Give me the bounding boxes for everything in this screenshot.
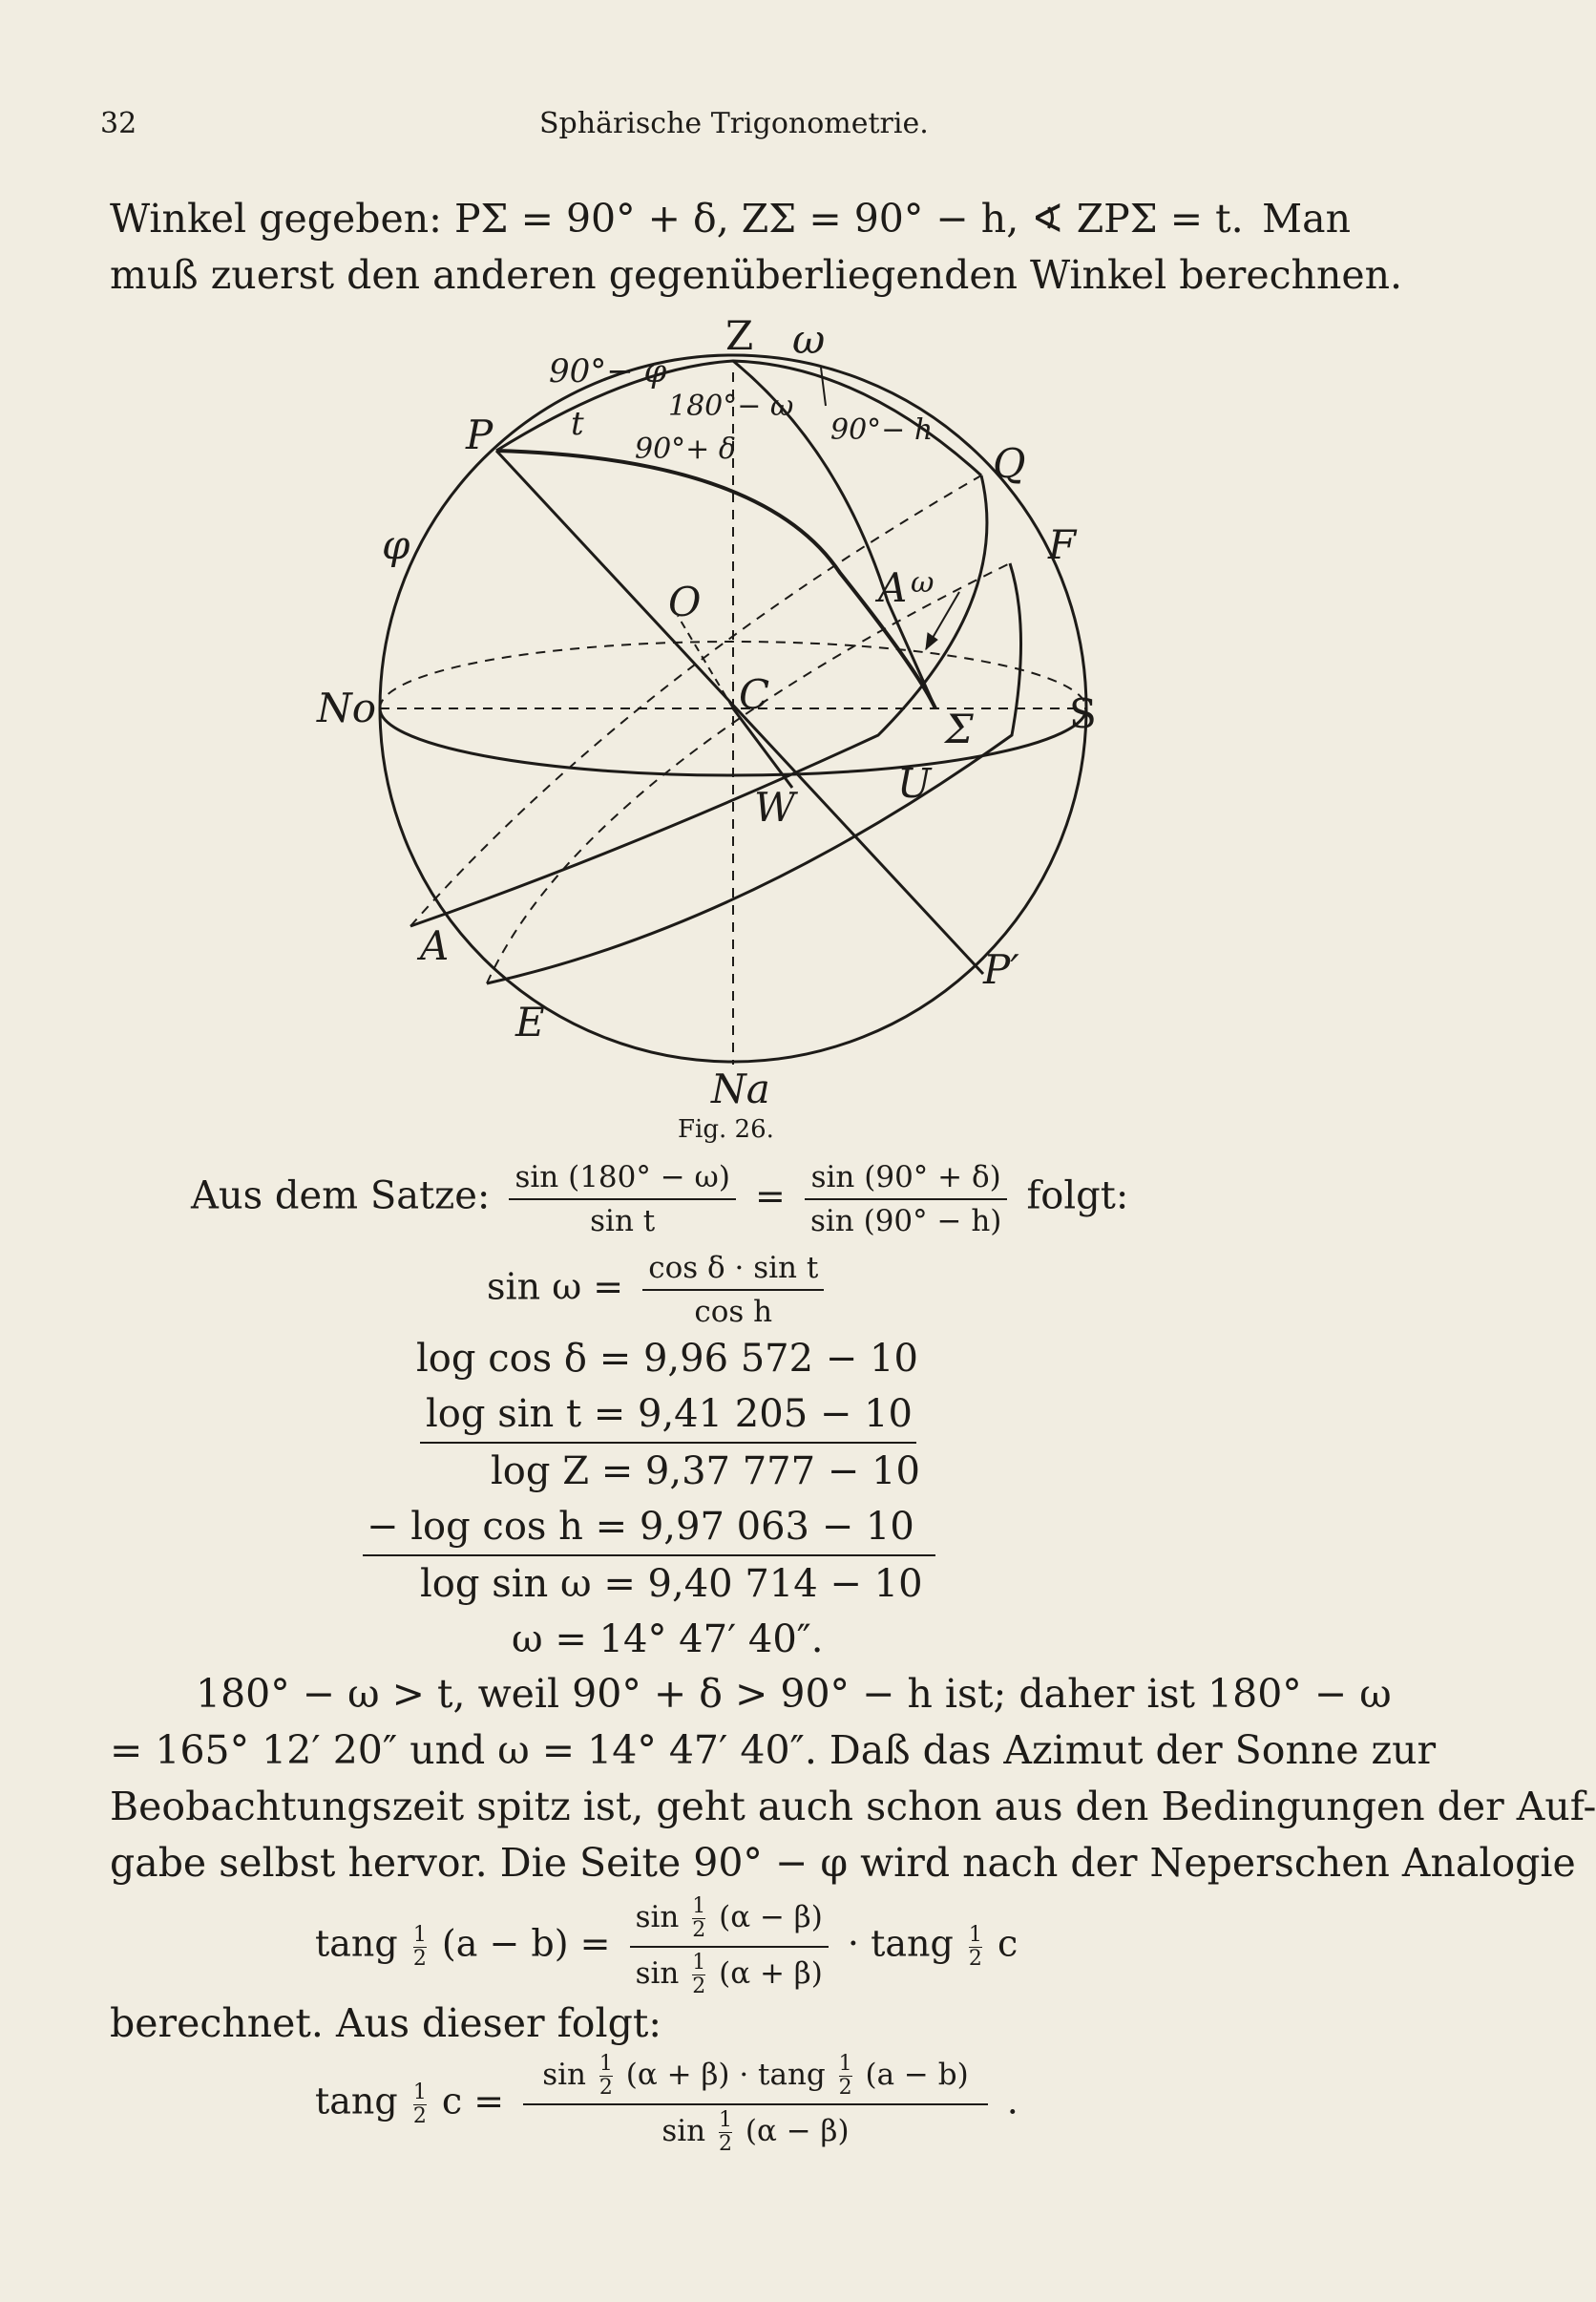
- napier-analogy-1: [315, 1895, 1018, 1998]
- log-row-3: log Z = 9,37 777 − 10: [491, 1449, 920, 1493]
- log-row-4: − log cos h = 9,97 063 − 10: [367, 1505, 914, 1549]
- label-O: O: [668, 579, 702, 625]
- paragraph-2: [110, 1666, 1596, 1891]
- daily-circle-front: [487, 563, 1021, 983]
- equator-back: [410, 475, 981, 926]
- sine-rule-trail: folgt:: [1026, 1173, 1129, 1218]
- napier1-numerator: sin $\frac{1}{2}$ (α − β): [630, 1895, 829, 1948]
- intro-paragraph: [110, 191, 1403, 304]
- intro-text-c: Man: [1262, 196, 1351, 242]
- napier-analogy-2: [315, 2053, 1018, 2156]
- daily-circle-back: [487, 563, 1010, 983]
- napier2-tang: tang: [315, 2080, 398, 2122]
- fraction-1: [509, 1160, 735, 1238]
- fraction-1-denominator: sin t: [590, 1204, 656, 1238]
- napier1-fraction: [630, 1895, 829, 1998]
- label-A: A: [420, 922, 450, 969]
- napier2-denominator: sin $\frac{1}{2}$ (α − β): [662, 2108, 850, 2156]
- napier1-rhs-tang: · tang: [847, 1922, 954, 1965]
- intro-text-b: ZPΣ = t.: [1076, 196, 1244, 242]
- fraction-2-denominator: sin (90° − h): [809, 1204, 1002, 1238]
- berechnet-line: berechnet. Aus dieser folgt:: [110, 2000, 662, 2046]
- log-row-2: log sin t = 9,41 205 − 10: [426, 1392, 913, 1436]
- sin-omega-equation: [487, 1251, 831, 1329]
- sin-omega-denominator: cos h: [694, 1295, 773, 1329]
- para2-line-2: = 165° 12′ 20″ und ω = 14° 47′ 40″. Daß das Azimut der Sonne zur: [110, 1727, 1437, 1773]
- intro-line-2: muß zuerst den anderen gegenüberliegenden Winkel berechnen.: [110, 252, 1403, 298]
- para2-line-4: gabe selbst hervor. Die Seite 90° − φ wird nach der Neperschen Analogie: [110, 1840, 1576, 1886]
- napier1-rhs-c: c: [998, 1922, 1018, 1965]
- label-phi: φ: [382, 521, 410, 568]
- label-No: No: [317, 685, 377, 731]
- fraction-1-numerator: sin (180° − ω): [509, 1160, 735, 1200]
- label-A-upper: A: [878, 564, 908, 611]
- fraction-2: [805, 1160, 1007, 1238]
- label-90-minus-h: 90°− h: [830, 413, 934, 447]
- arrow-head: [926, 633, 937, 649]
- napier2-period: .: [1006, 2080, 1018, 2122]
- para2-line-1: 180° − ω > t, weil 90° + δ > 90° − h ist; daher ist 180° − ω: [196, 1671, 1392, 1717]
- log-row-6: ω = 14° 47′ 40″.: [512, 1617, 824, 1661]
- label-Z: Z: [725, 312, 754, 359]
- sum-rule-2: [363, 1554, 935, 1556]
- equator-front: [410, 475, 987, 926]
- label-C: C: [739, 671, 770, 718]
- label-90-plus-delta: 90°+ δ: [635, 433, 736, 466]
- hour-circle-arc: [496, 451, 935, 708]
- label-E: E: [515, 999, 545, 1045]
- napier2-lhs-b: c =: [441, 2080, 505, 2122]
- napier1-lhs-b: (a − b) =: [441, 1922, 611, 1965]
- label-P-prime: P′: [983, 946, 1019, 993]
- intro-text-a: Winkel gegeben: PΣ = 90° + δ, ZΣ = 90° − h,: [110, 196, 1019, 242]
- napier2-half-1: $\frac{1}{2}$: [412, 2080, 427, 2128]
- napier1-half-2: $\frac{1}{2}$: [968, 1922, 982, 1971]
- sin-omega-lhs: sin ω =: [487, 1265, 624, 1308]
- label-W: W: [754, 784, 796, 831]
- napier2-numerator: sin $\frac{1}{2}$ (α + β) · tang $\frac{1}{2}$ (a − b): [523, 2053, 987, 2105]
- intro-line-1: [110, 191, 1351, 247]
- napier1-tang: tang: [315, 1922, 398, 1965]
- napier1-half-1: $\frac{1}{2}$: [412, 1922, 427, 1971]
- label-t: t: [571, 405, 584, 443]
- sine-rule-equation: [191, 1160, 1128, 1238]
- angle-symbol: ∢: [1031, 196, 1064, 242]
- fraction-2-numerator: sin (90° + δ): [805, 1160, 1007, 1200]
- azimuth-arrow-line: [821, 368, 826, 406]
- log-row-1: log cos δ = 9,96 572 − 10: [416, 1337, 918, 1381]
- log-row-5: log sin ω = 9,40 714 − 10: [420, 1562, 923, 1606]
- page-number: 32: [100, 107, 137, 140]
- label-S: S: [1069, 690, 1097, 737]
- label-90-minus-phi: 90°− φ: [549, 352, 667, 391]
- para2-line-3: Beobachtungszeit spitz ist, geht auch schon aus den Bedingungen der Auf-: [110, 1784, 1596, 1829]
- label-U: U: [897, 760, 932, 807]
- label-180-minus-omega: 180°− ω: [668, 390, 794, 423]
- running-title: Sphärische Trigonometrie.: [539, 107, 929, 140]
- label-omega-top: ω: [792, 316, 826, 363]
- napier2-fraction: [523, 2053, 987, 2156]
- label-F: F: [1048, 521, 1077, 568]
- label-Sigma: Σ: [945, 706, 974, 752]
- sine-rule-lead: Aus dem Satze:: [191, 1173, 491, 1218]
- equals-sign: =: [755, 1174, 786, 1217]
- napier1-denominator: sin $\frac{1}{2}$ (α + β): [635, 1951, 823, 1998]
- radius-c-o: [678, 616, 733, 708]
- label-P: P: [466, 412, 494, 458]
- label-omega-mid: ω: [911, 566, 934, 600]
- sin-omega-fraction: [642, 1251, 824, 1329]
- celestial-sphere-figure: [317, 312, 1107, 1112]
- label-Na: Na: [711, 1066, 770, 1112]
- figure-caption: Fig. 26.: [678, 1115, 774, 1144]
- label-Q: Q: [993, 440, 1026, 487]
- sin-omega-numerator: cos δ · sin t: [642, 1251, 824, 1291]
- sum-rule-1: [420, 1442, 916, 1444]
